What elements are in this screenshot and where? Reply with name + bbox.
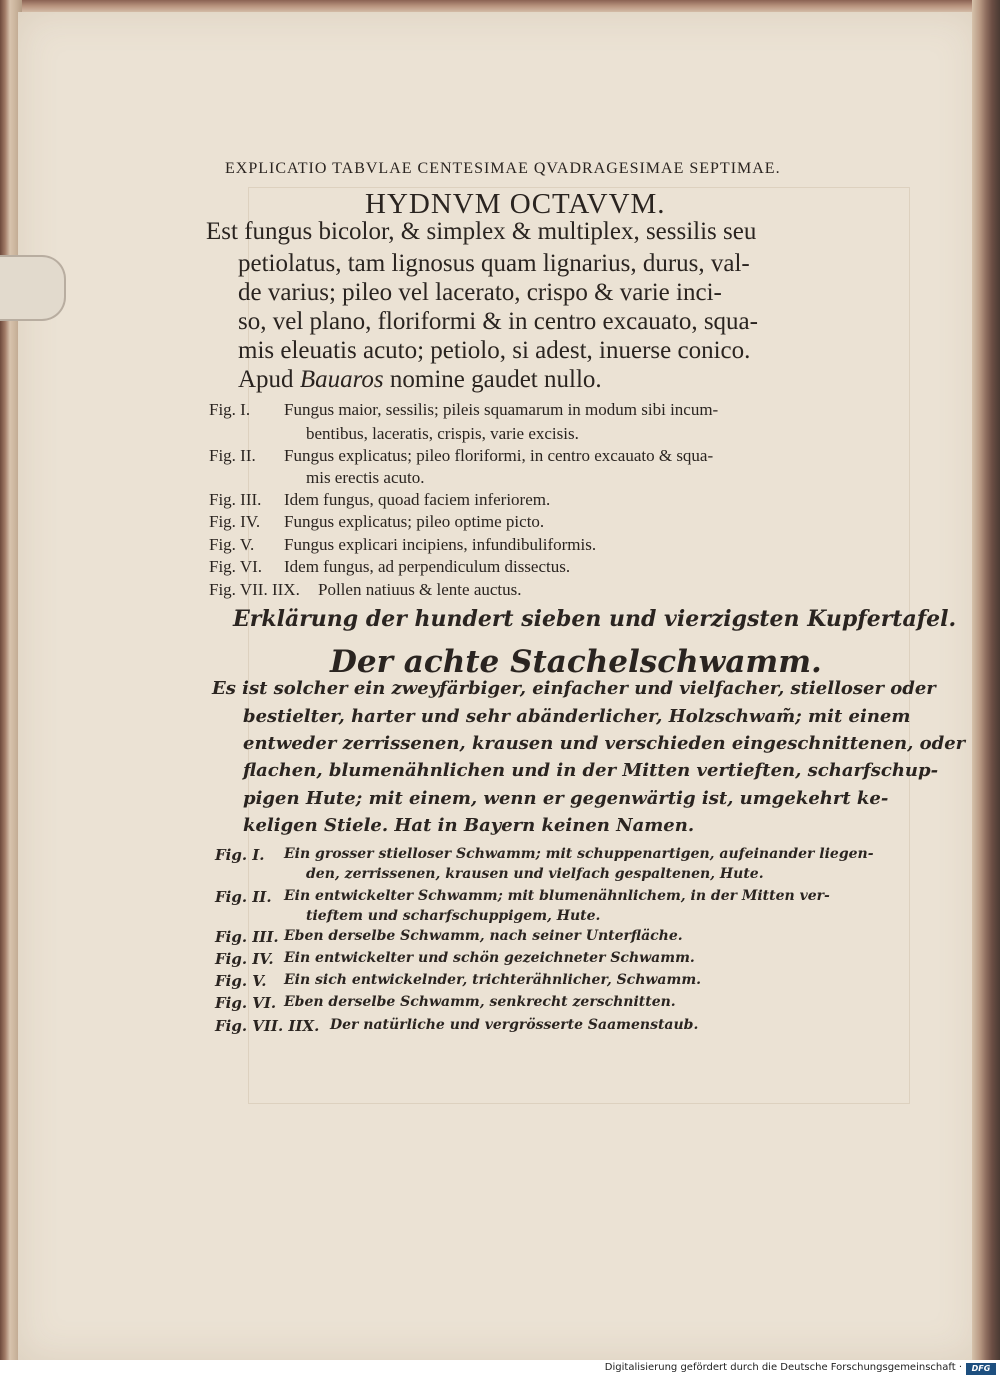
latin-body-line: petiolatus, tam lignosus quam lignarius, durus, val- (238, 250, 750, 277)
german-figure-text: Ein entwickelter und schön gezeichneter Schwamm. (284, 950, 695, 966)
german-figure-label: Fig. II. (215, 888, 272, 906)
latin-title: HYDNVM OCTAVVM. (365, 188, 666, 220)
latin-figure-label: Fig. II. (209, 446, 256, 465)
latin-body-line (238, 366, 602, 394)
german-figure-label: Fig. IV. (215, 950, 274, 968)
german-figure-text: den, zerrissenen, krausen und vielfach gespaltenen, Hute. (306, 866, 764, 882)
german-figure-text: Ein sich entwickelnder, trichterähnlicher, Schwamm. (284, 972, 702, 988)
latin-figure-text: Idem fungus, quoad faciem inferiorem. (284, 490, 551, 509)
footer-bar (0, 1360, 1000, 1379)
german-figure-text: tieftem und scharfschuppigem, Hute. (306, 908, 601, 924)
latin-figure-text: bentibus, laceratis, crispis, varie excisis. (306, 424, 579, 443)
german-body-line: entweder zerrissenen, krausen und verschieden eingeschnittenen, oder (243, 733, 966, 754)
latin-body-line: mis eleuatis acuto; petiolo, si adest, inuerse conico. (238, 337, 751, 364)
latin-figure-label: Fig. V. (209, 535, 255, 554)
german-figure-text: Ein entwickelter Schwamm; mit blumenähnlichem, in der Mitten ver- (284, 888, 830, 904)
german-figure-label: Fig. III. (215, 928, 279, 946)
latin-figure-text: mis erectis acuto. (306, 468, 425, 487)
latin-body-line: so, vel plano, floriformi & in centro excauato, squa- (238, 308, 758, 335)
latin-figure-text: Fungus explicari incipiens, infundibuliformis. (284, 535, 597, 554)
latin-figure-text: Idem fungus, ad perpendiculum dissectus. (284, 557, 571, 576)
german-figure-label: Fig. VI. (215, 994, 277, 1012)
german-body-line: bestielter, harter und sehr abänderlicher, Holzschwam̃; mit einem (243, 706, 911, 727)
running-header: EXPLICATIO TABVLAE CENTESIMAE QVADRAGESIMAE SEPTIMAE. (225, 160, 781, 177)
dfg-logo: DFG (966, 1363, 996, 1375)
german-figure-text: Eben derselbe Schwamm, senkrecht zerschnitten. (284, 994, 676, 1010)
latin-body-line: de varius; pileo vel lacerato, crispo & varie inci- (238, 279, 722, 306)
latin-text: Apud (238, 366, 300, 393)
footer-credit: Digitalisierung gefördert durch die Deutsche Forschungsgemeinschaft · (604, 1362, 962, 1373)
latin-figure-label: Fig. VI. (209, 557, 263, 576)
german-figure-text: Ein grosser stielloser Schwamm; mit schuppenartigen, aufeinander liegen- (284, 846, 874, 862)
latin-figure-label: Fig. I. (209, 400, 251, 419)
latin-figure-text: Pollen natiuus & lente auctus. (318, 580, 522, 599)
latin-figure-label: Fig. VII. IIX. (209, 580, 300, 599)
right-page-edge (972, 0, 1000, 1360)
latin-figure-label: Fig. III. (209, 490, 262, 509)
german-body-line: Es ist solcher ein zweyfärbiger, einfacher und vielfacher, stielloser oder (212, 678, 936, 699)
page-clip (0, 255, 66, 321)
german-figure-text: Der natürliche und vergrösserte Saamenstaub. (330, 1017, 699, 1033)
german-heading: Erklärung der hundert sieben und vierzigsten Kupfertafel. (233, 606, 957, 632)
german-figure-text: Eben derselbe Schwamm, nach seiner Unterfläche. (284, 928, 683, 944)
latin-body-line: Est fungus bicolor, & simplex & multiplex, sessilis seu (206, 218, 757, 245)
latin-people-name: Bauaros (299, 366, 384, 393)
latin-figure-label: Fig. IV. (209, 512, 261, 531)
german-figure-label: Fig. I. (215, 846, 265, 864)
german-body-line: pigen Hute; mit einem, wenn er gegenwärtig ist, umgekehrt ke- (243, 788, 889, 809)
german-body-line: flachen, blumenähnlichen und in der Mitten vertieften, scharfschup- (243, 760, 939, 781)
latin-figure-text: Fungus explicatus; pileo optime picto. (284, 512, 545, 531)
latin-figure-text: Fungus explicatus; pileo floriformi, in centro excauato & squa- (284, 446, 714, 465)
latin-figure-text: Fungus maior, sessilis; pileis squamarum in modum sibi incum- (284, 400, 719, 419)
latin-text: nomine gaudet nullo. (383, 366, 602, 393)
german-figure-label: Fig. V. (215, 972, 267, 990)
german-title: Der achte Stachelschwamm. (330, 644, 822, 680)
german-body-line: keligen Stiele. Hat in Bayern keinen Namen. (243, 815, 695, 836)
german-figure-label: Fig. VII. IIX. (215, 1017, 320, 1035)
